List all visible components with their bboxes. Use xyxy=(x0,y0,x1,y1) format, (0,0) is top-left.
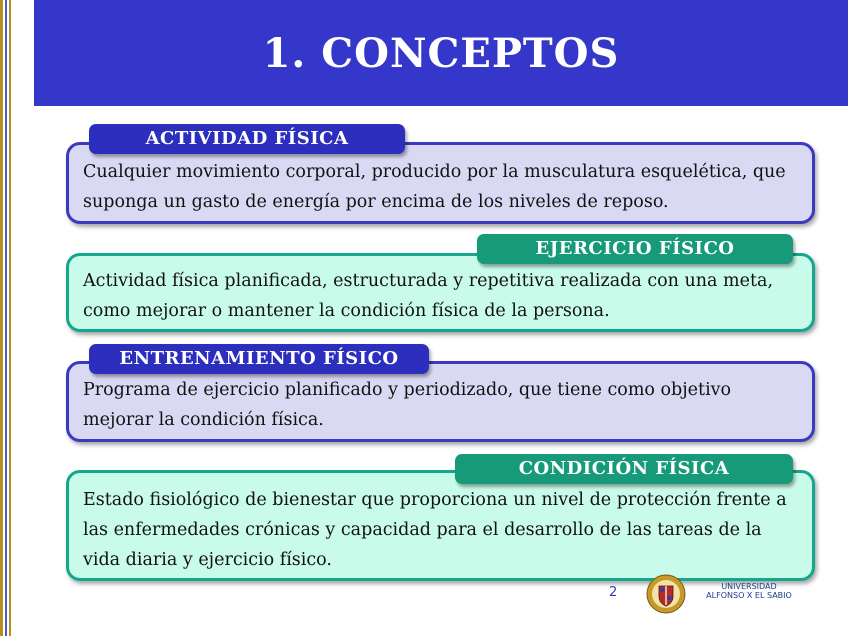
concept-label-ejercicio-fisico: EJERCICIO FÍSICO xyxy=(477,234,793,264)
concept-box-condicion-fisica xyxy=(66,470,815,581)
left-decorative-rule xyxy=(9,0,11,636)
left-decorative-rule xyxy=(0,0,3,636)
concept-definition: Estado fisiológico de bienestar que proporciona un nivel de protección frente a las enfermedades crónicas y capacidad para el desarrollo de las tareas de la vida diaria y ejercicio físico. xyxy=(83,490,787,570)
page-number: 2 xyxy=(609,585,618,600)
concept-definition: Actividad física planificada, estructurada y repetitiva realizada con una meta, como mejorar o mantener la condición física de la persona. xyxy=(83,271,774,321)
university-seal-icon xyxy=(646,574,686,614)
concept-label-condicion-fisica: CONDICIÓN FÍSICA xyxy=(455,454,793,484)
university-name xyxy=(694,582,804,600)
slide-title: 1. CONCEPTOS xyxy=(262,30,620,77)
concept-box-ejercicio-fisico xyxy=(66,253,815,332)
university-name-line2: ALFONSO X EL SABIO xyxy=(706,591,792,600)
concept-definition: Cualquier movimiento corporal, producido por la musculatura esquelética, que suponga un gasto de energía por encima de los niveles de reposo. xyxy=(83,162,786,212)
concept-label-actividad-fisica: ACTIVIDAD FÍSICA xyxy=(89,124,405,154)
left-decorative-rule xyxy=(5,0,7,636)
university-name-line1: UNIVERSIDAD xyxy=(721,582,777,591)
concept-definition: Programa de ejercicio planificado y periodizado, que tiene como objetivo mejorar la condición física. xyxy=(83,380,732,430)
concept-label-entrenamiento-fisico: ENTRENAMIENTO FÍSICO xyxy=(89,344,429,374)
concept-box-actividad-fisica xyxy=(66,142,815,224)
title-bar xyxy=(34,0,848,106)
